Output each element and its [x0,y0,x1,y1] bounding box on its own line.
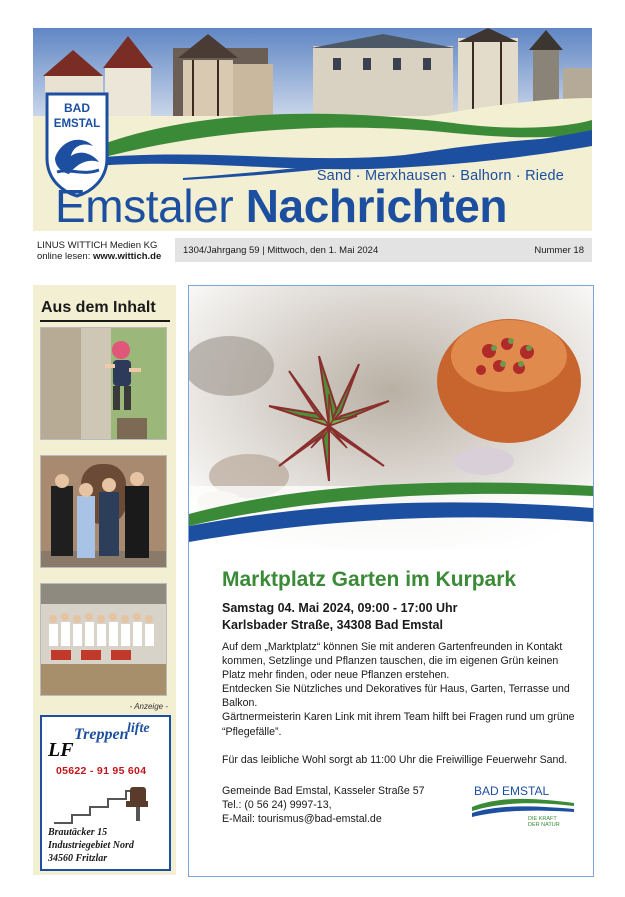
article-body [222,640,582,767]
contents-sidebar [33,285,176,875]
svg-text:BAD: BAD [64,101,90,115]
contact-phone: Tel.: (0 56 24) 9997-13, [222,799,332,811]
child-climbing-image [41,328,166,439]
logo-sub-1: DIE KRAFT [528,816,557,822]
online-url-link[interactable]: www.wittich.de [93,251,162,262]
contact-email-link[interactable]: E-Mail: tourismus@bad-emstal.de [222,813,382,825]
body-line: Auf dem „Marktplatz“ können Sie mit anderen Gartenfreunden in Kontakt [222,641,563,653]
body-line: “Pflegefälle”. [222,725,282,738]
feature-article [188,285,594,877]
contents-heading: Aus dem Inhalt [41,299,156,316]
ad-address-line: Industriegebiet Nord [48,840,134,851]
thumbnail-child-climbing[interactable] [40,327,167,440]
event-details [222,600,458,634]
divider [40,320,170,322]
event-date: Samstag 04. Mai 2024, 09:00 - 17:00 Uhr [222,601,458,615]
masthead [33,28,592,231]
online-line [37,251,161,262]
wedding-group-image [41,456,166,567]
succulent-hero-image [189,286,593,549]
issue-strip [175,238,592,262]
contact-block [222,784,425,826]
svg-text:EMSTAL: EMSTAL [53,118,101,130]
ad-lf: LF [48,739,74,761]
publisher-block [37,240,161,262]
logo-title: BAD EMSTAL [474,784,550,798]
issue-number: Nummer 18 [534,245,584,256]
advertisement-treppenlifte[interactable] [40,715,171,871]
newspaper-title [55,180,507,231]
bad-emstal-logo [468,783,578,827]
logo-sub-2: DER NATUR [528,822,560,827]
body-line: Gärtnermeisterin Karen Link mit ihrem Team hilft bei Fragen rund um grüne [222,711,575,724]
body-line: kommen, Setzlinge und Pflanzen tauschen, die im eigenen Grün keinen [222,655,559,668]
towns-list: Sand · Merxhausen · Balhorn · Riede [316,168,564,184]
contact-address: Gemeinde Bad Emstal, Kasseler Straße 57 [222,785,425,797]
thumbnail-wedding-group[interactable] [40,455,167,568]
ad-lifte: lifte [127,721,150,736]
stairlift-icon [52,781,162,825]
ad-address-line: Brautäcker 15 [48,827,108,838]
body-line-catering: Für das leibliche Wohl sorgt ab 11:00 Uhr die Freiwillige Feuerwehr Sand. [222,753,568,766]
title-part-2: Nachrichten [245,180,508,231]
body-line: Balkon. [222,697,258,710]
publisher-name: LINUS WITTICH Medien KG [37,240,158,251]
children-team-image [41,584,166,695]
body-line: Entdecken Sie Nützliches und Dekoratives für Haus, Garten, Terrasse und [222,683,570,696]
thumbnail-children-team[interactable] [40,583,167,696]
ad-treppen: Treppen [74,726,129,743]
ad-phone: 05622 - 91 95 604 [56,765,147,777]
issue-info-bar [33,238,592,264]
spacer [222,739,582,753]
ad-address [48,826,134,865]
event-location: Karlsbader Straße, 34308 Bad Emstal [222,618,443,632]
feature-headline: Marktplatz Garten im Kurpark [222,568,517,591]
body-line: Platz mehr finden, oder neue Pflanzen erstehen. [222,669,450,682]
ad-address-line: 34560 Fritzlar [48,853,108,864]
ad-label: - Anzeige - [129,702,168,711]
issue-line: 1304/Jahrgang 59 | Mittwoch, den 1. Mai 2024 [183,245,379,256]
title-part-1: Emstaler [55,180,234,231]
online-prefix: online lesen: [37,251,91,262]
